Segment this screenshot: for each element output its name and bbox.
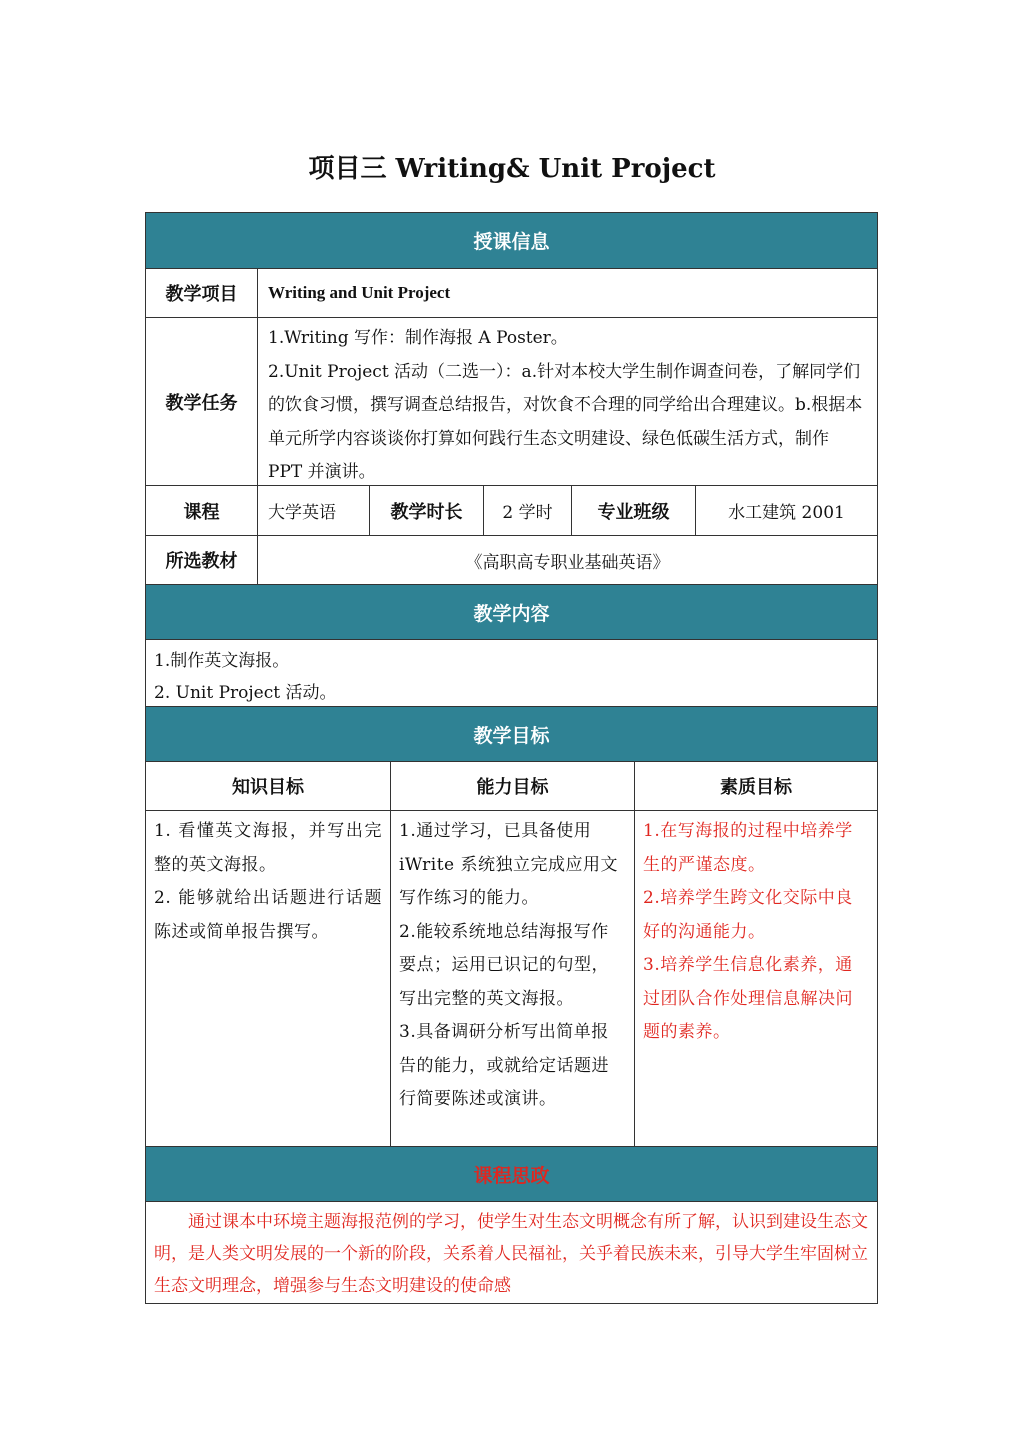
hours-value: 2 学时 — [484, 486, 572, 535]
ability-goal-label: 能力目标 — [391, 762, 635, 810]
project-value: Writing and Unit Project — [268, 283, 451, 302]
quality-goal-text: 1.在写海报的过程中培养学生的严谨态度。 2.培养学生跨文化交际中良好的沟通能力。 3.培养学生信息化素养，通过团队合作处理信息解决问题的素养。 — [643, 821, 853, 1042]
hours-label: 教学时长 — [370, 486, 484, 535]
textbook-label: 所选教材 — [146, 536, 258, 584]
course-value: 大学英语 — [258, 486, 370, 535]
section-header-goals: 教学目标 — [146, 707, 877, 762]
content-list — [146, 640, 877, 706]
row-textbook — [146, 536, 877, 585]
class-label: 专业班级 — [572, 486, 696, 535]
content-item-1: 1.制作英文海报。 — [154, 651, 290, 671]
quality-goal-label: 素质目标 — [720, 777, 792, 798]
project-label: 教学项目 — [146, 269, 258, 317]
row-project — [146, 269, 877, 318]
section-header-ideology: 课程思政 — [146, 1147, 877, 1202]
textbook-value: 《高职高专职业基础英语》 — [465, 552, 670, 573]
task-value — [258, 318, 877, 485]
row-ideology — [146, 1202, 877, 1303]
section-header-info: 授课信息 — [146, 213, 877, 269]
row-content — [146, 640, 877, 707]
content-item-2: 2. Unit Project 活动。 — [154, 683, 337, 703]
row-course — [146, 486, 877, 536]
lesson-plan-table — [145, 212, 878, 1304]
course-label: 课程 — [146, 486, 258, 535]
ideology-text: 通过课本中环境主题海报范例的学习，使学生对生态文明概念有所了解，认识到建设生态文明，是人类文明发展的一个新的阶段，关系着人民福祉，关乎着民族未来，引导大学生牢固树立生态文明理念，增强参与生态文明建设的使命感 — [154, 1212, 868, 1296]
row-goal-content — [146, 811, 877, 1147]
class-value: 水工建筑 2001 — [728, 503, 845, 523]
section-header-content: 教学内容 — [146, 585, 877, 640]
knowledge-goal-label: 知识目标 — [146, 762, 391, 810]
ability-goal-text: 1.通过学习，已具备使用 iWrite 系统独立完成应用文写作练习的能力。 2.能较系统地总结海报写作要点；运用已识记的句型，写出完整的英文海报。 3.具备调研分析写出简单报告的能力，或就给定话题进行简要陈述或演讲。 — [391, 811, 635, 1146]
task-line-1: 1.Writing 写作：制作海报 A Poster。 — [268, 328, 568, 348]
page-title: 项目三 Writing& Unit Project — [308, 154, 716, 184]
task-line-2: 2.Unit Project 活动（二选一）：a.针对本校大学生制作调查问卷，了解同学们的饮食习惯，撰写调查总结报告，对饮食不合理的同学给出合理建议。b.根据本单元所学内容谈谈你打算如何践行生态文明建设、绿色低碳生活方式，制作 PPT 并演讲。 — [268, 361, 863, 482]
knowledge-goal-text: 1. 看懂英文海报，并写出完整的英文海报。 2. 能够就给出话题进行话题陈述或简单报告撰写。 — [146, 811, 391, 1146]
task-label: 教学任务 — [146, 318, 258, 485]
row-goal-headers — [146, 762, 877, 811]
row-task — [146, 318, 877, 486]
